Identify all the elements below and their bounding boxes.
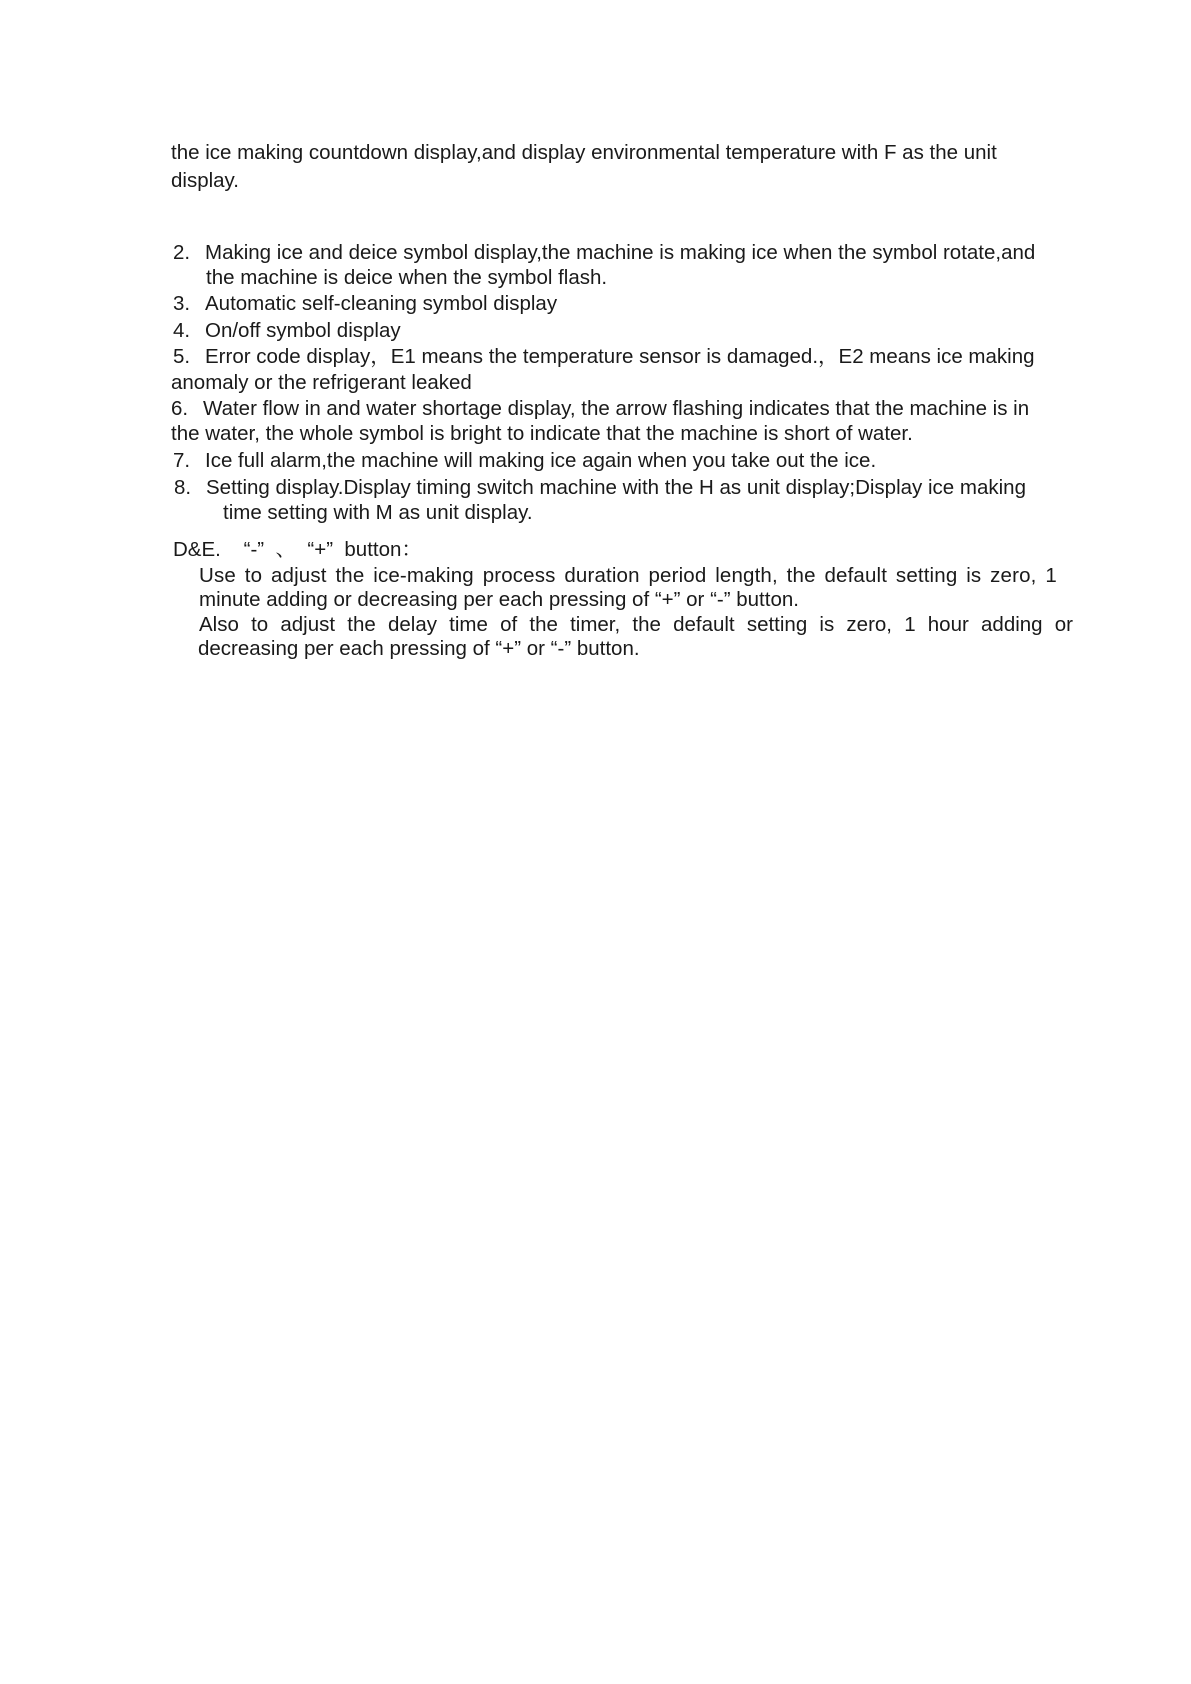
list-item-text: Setting display.Display timing switch machine with the H as unit display;Display ice making xyxy=(206,476,1026,499)
list-item-number: 7. xyxy=(173,449,191,472)
section-heading: D&E. “-” 、 “+” button： xyxy=(173,538,422,561)
de-paragraph-2-line-1: Also to adjust the delay time of the timer, the default setting is zero, 1 hour adding or xyxy=(199,613,1073,636)
list-item-number: 2. xyxy=(173,241,191,264)
de-paragraph-1-line-2: minute adding or decreasing per each pressing of “+” or “-” button. xyxy=(199,588,799,611)
list-item-text: Error code display，E1 means the temperature sensor is damaged.，E2 means ice making xyxy=(205,345,1035,368)
list-item-text: Ice full alarm,the machine will making ice again when you take out the ice. xyxy=(205,449,877,472)
list-item-number: 3. xyxy=(173,292,191,315)
list-item-number: 4. xyxy=(173,319,191,342)
list-item-text: On/off symbol display xyxy=(205,319,401,342)
list-item-text-continued: anomaly or the refrigerant leaked xyxy=(171,371,472,394)
de-paragraph-1-line-1: Use to adjust the ice-making process duration period length, the default setting is zero, 1 xyxy=(199,564,1057,587)
list-item-text-continued: the water, the whole symbol is bright to indicate that the machine is short of water. xyxy=(171,422,913,445)
intro-line-2: display. xyxy=(171,169,239,192)
list-item-text-continued: the machine is deice when the symbol flash. xyxy=(206,266,608,289)
de-paragraph-2-line-2: decreasing per each pressing of “+” or “-” button. xyxy=(198,637,640,660)
list-item-text: Automatic self-cleaning symbol display xyxy=(205,292,558,315)
list-item-number: 8. xyxy=(174,476,192,499)
list-item-text-continued: time setting with M as unit display. xyxy=(223,501,533,524)
list-item-text: Making ice and deice symbol display,the machine is making ice when the symbol rotate,and xyxy=(205,241,1036,264)
intro-line-1: the ice making countdown display,and display environmental temperature with F as the unit xyxy=(171,141,997,164)
list-item-number: 6. xyxy=(171,397,189,420)
list-item-number: 5. xyxy=(173,345,191,368)
list-item-text: Water flow in and water shortage display, the arrow flashing indicates that the machine is in xyxy=(203,397,1030,420)
